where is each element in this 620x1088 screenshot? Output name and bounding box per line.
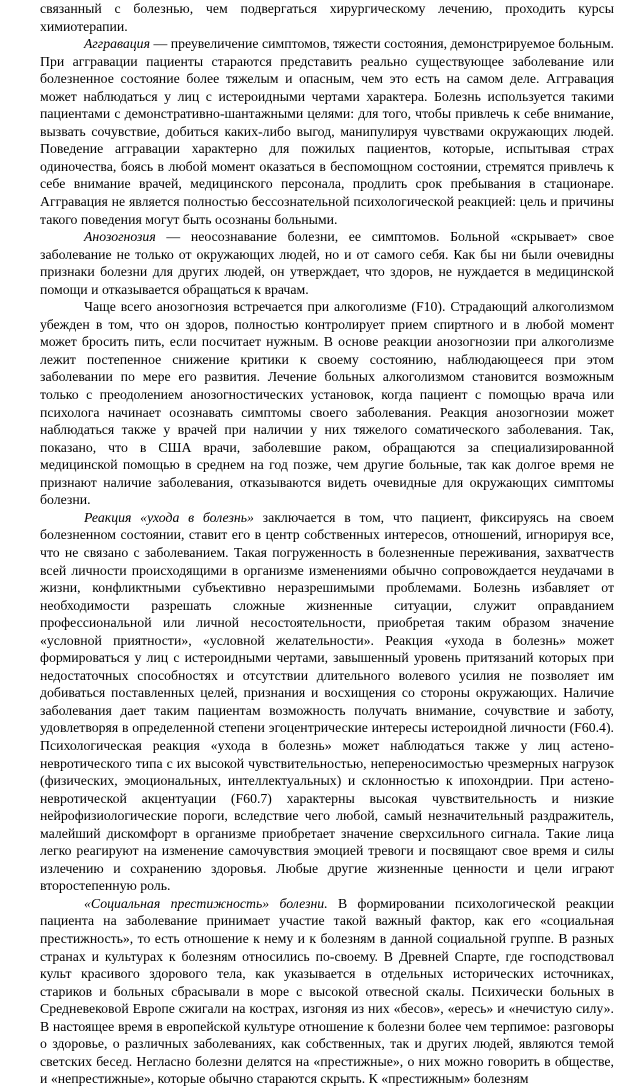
term-flight-into-illness: Реакция «ухода в болезнь» xyxy=(84,509,254,525)
paragraph-continuation xyxy=(40,0,614,35)
paragraph-alcoholism xyxy=(40,298,614,509)
paragraph-text: — преувеличение симптомов, тяжести состояния, демонстрируемое больным. При аггравации пациенты стараются представить реально существующее заболевание или болезненное состояние более тяжелым и опасным, чем это есть на самом деле. Аггравация может наблюдаться у лиц с истероидными чертами характера. Болезнь используется такими пациентами с демонстративно-шантажными целями: для того, чтобы привлечь к себе внимание, вызвать сочувствие, добиться каких-либо выгод, манипулируя чувствами окружающих людей. Поведение аггравации характерно для пожилых пациентов, которые, испытывая страх одиночества, боясь в любой момент оказаться в беспомощном состоянии, стремятся привлечь к себе внимание врачей, медицинского персонала, продлить срок пребывания в стационаре. Аггравация не является полностью бессознательной психологической реакцией: цель и причины такого поведения могут быть осознаны больными. xyxy=(40,36,614,227)
paragraph-text: — неосознавание болезни, ее симптомов. Больной «скрывает» свое заболевание не только от окружающих людей, но и от самого себя. Как бы ни были очевидны признаки болезни для других людей, он утверждает, что здоров, не нуждается в медицинской помощи и отказывается обращаться к врачам. xyxy=(40,229,614,297)
paragraph-anosognosia xyxy=(40,228,614,298)
paragraph-text: связанный с болезнью, чем подвергаться хирургическому лечению, проходить курсы химиотерапии. xyxy=(40,1,614,34)
paragraph-text: В формировании психологической реакции пациента на заболевание принимает участие такой важный фактор, как его «социальная престижность», то есть отношение к нему и к болезням в данной социальной группе. В разных странах и культурах к болезням относились по-своему. В Древней Спарте, где господствовал культ красивого здорового тела, как указывается в отдельных исторических источниках, стариков и больных сбрасывали в море с высокой отвесной скалы. Психически больных в Средневековой Европе сжигали на кострах, изгоняя из них «бесов», «ересь» и «нечистую силу». В настоящее время в европейской культуре отношение к болезни более чем терпимое: разговоры о здоровье, о различных заболеваниях, как собственных, так и других людей, являются темой светских бесед. Негласно болезни делятся на «престижные», о них можно говорить в обществе, и «непрестижные», которые обычно стараются скрыть. К «престижным» болезням xyxy=(40,895,614,1087)
paragraph-text: Чаще всего анозогнозия встречается при алкоголизме (F10). Страдающий алкоголизмом убежден в том, что он здоров, полностью контролирует прием спиртного и в любой момент может бросить пить, если посчитает нужным. В основе реакции анозогнозии при алкоголизме лежит постепенное снижение критики к своему состоянию, наблюдающееся при этом заболевании по мере его развития. Лечение больных алкоголизмом становится возможным только с преодолением анозогностических установок, когда пациент с помощью врача или психолога начинает осознавать симптомы своего заболевания. Реакция анозогнозии может наблюдаться также у врачей при наличии у них тяжелого соматического заболевания. Так, показано, что в США врачи, заболевшие раком, обращаются за специализированной медицинской помощью в среднем на год позже, чем другие больные, так как долгое время не признают наличие заболевания, отказываются видеть очевидные для окружающих симптомы болезни. xyxy=(40,299,614,508)
term-anosognosia: Анозогнозия xyxy=(84,229,156,245)
paragraph-aggravation xyxy=(40,35,614,228)
paragraph-text: заключается в том, что пациент, фиксируясь на своем болезненном состоянии, ставит его в центр собственных интересов, отношений, игнорируя все, что не связано с заболеванием. Такая погруженность в болезненные переживания, захватчеств всей личности происходящими в организме изменениями обычно сопровождается неудачами в жизни, конфликтными субъективно неразрешимыми проблемами. Болезнь избавляет от необходимости разрешать сложные жизненные ситуации, служит оправданием профессиональной или личной несостоятельности, приобретая таким образом значение «условной приятности», «условной желательности». Реакция «ухода в болезнь» может формироваться у лиц с истероидными чертами, завышенный уровень притязаний которых при недостаточных способностях и отсутствии длительного волевого усилия не позволяет им добиваться поставленных целей, признания и восхищения со стороны окружающих. Наличие заболевания дает таким пациентам возможность получать внимание, сочувствие и заботу, удовлетворяя в определенной степени эгоцентрические интересы истероидной личности (F60.4). Психологическая реакция «ухода в болезнь» может наблюдаться также у лиц астено-невротического типа с их высокой чувствительностью, непереносимостью чрезмерных нагрузок (физических, эмоциональных, интеллектуальных) и склонностью к ипохондрии. При астено-невротической акцентуации (F60.7) характерны высокая чувствительность и низкие нейрофизиологические пороги, вследствие чего любой, самый незначительный раздражитель, малейший дискомфорт в организме приобретает значение сверхсильного сигнала. Такие лица легко реагируют на изменение самочувствия эмоцией тревоги и посвящают свое время и силы излечению и сохранению здоровья. Любые другие жизненные ценности и цели играют второстепенную роль. xyxy=(40,509,614,894)
term-aggravation: Аггравация xyxy=(84,36,150,52)
term-social-prestige: «Социальная престижность» болезни. xyxy=(84,895,328,911)
paragraph-social-prestige xyxy=(40,895,614,1088)
paragraph-flight-into-illness xyxy=(40,509,614,895)
